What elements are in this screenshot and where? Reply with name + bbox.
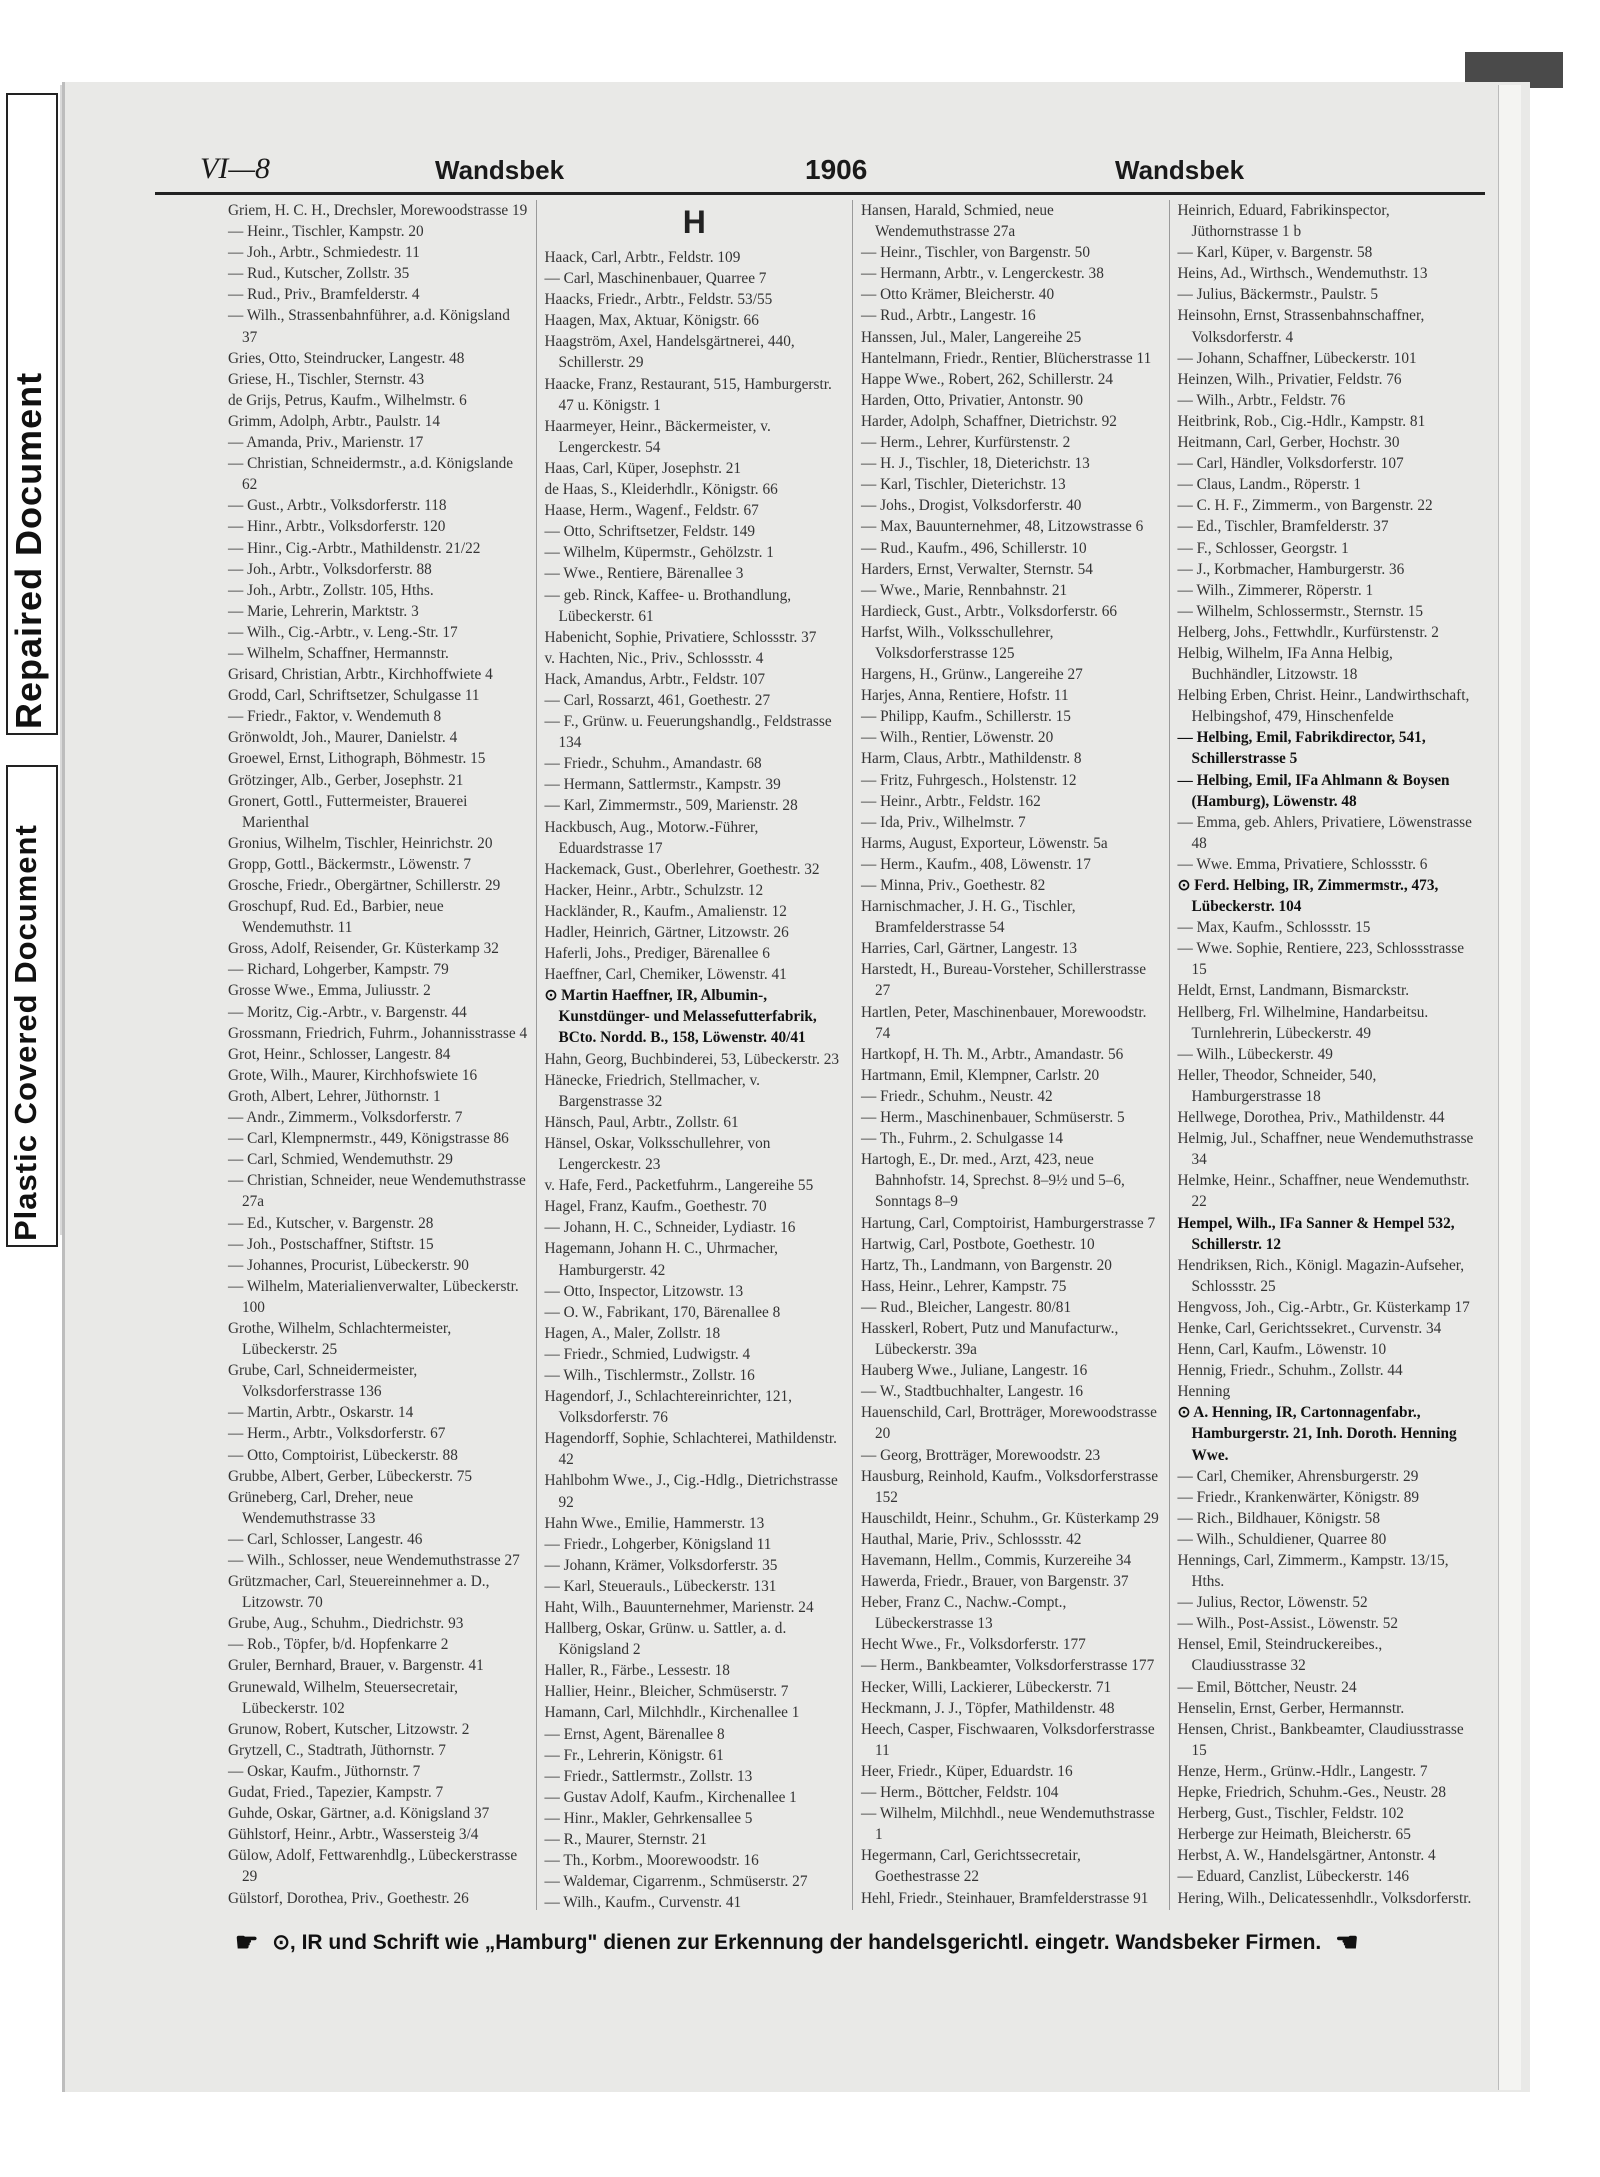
directory-entry: — F., Schlosser, Georgstr. 1 [1177,539,1349,557]
directory-entry: Havemann, Hellm., Commis, Kurzereihe 34 [861,1552,1132,1569]
directory-entry: Haacke, Franz, Restaurant, 515, Hamburgerstr. 47 u. Königstr. 1 [544,375,832,414]
directory-entry: — Rich., Bildhauer, Königstr. 58 [1177,1509,1380,1527]
directory-entry: Hagen, A., Maler, Zollstr. 18 [544,1324,721,1342]
directory-entry: Hensen, Christ., Bankbeamter, Claudiusstrasse 15 [1177,1720,1464,1759]
directory-entry: Hass, Heinr., Lehrer, Kampstr. 75 [861,1277,1067,1295]
directory-entry: Griese, H., Tischler, Sternstr. 43 [228,370,425,388]
directory-entry: — Christian, Schneidermstr., a.d. Königslande 62 [228,455,514,494]
directory-entry: — Wwe. Emma, Privatiere, Schlossstr. 6 [1177,855,1428,873]
directory-entry: Helbig, Wilhelm, IFa Anna Helbig, Buchhändler, Litzowstr. 18 [1177,644,1393,684]
directory-entry: Herbst, A. W., Handelsgärtner, Antonstr. 4 [1177,1847,1436,1865]
directory-entry: Groewel, Ernst, Lithograph, Böhmestr. 15 [228,750,486,768]
directory-columns [220,200,1485,1910]
directory-entry: Helbing Erben, Christ. Heinr., Landwirthschaft, Helbingshof, 479, Hinschenfelde [1177,687,1470,726]
column-1 [220,200,537,1910]
directory-entry: v. Hafe, Ferd., Packetfuhrm., Langereihe 55 [544,1177,814,1195]
directory-entry: — Wilhelm, Schlossermstr., Sternstr. 15 [1177,602,1424,620]
directory-entry: Hacker, Heinr., Arbtr., Schulzstr. 12 [544,881,764,899]
directory-entry: v. Hachten, Nic., Priv., Schlossstr. 4 [544,649,764,667]
column-2-entries [545,247,845,1910]
directory-entry: Hadler, Heinrich, Gärtner, Litzowstr. 26 [544,924,789,941]
directory-entry: — Helbing, Emil, IFa Ahlmann & Boysen (Hamburg), Löwenstr. 48 [1177,771,1450,810]
directory-entry: Hänsel, Oskar, Volksschullehrer, von Lengerckestr. 23 [544,1134,771,1174]
directory-entry: — Heinr., Tischler, Kampstr. 20 [228,223,424,241]
header-year: 1906 [805,154,868,185]
directory-entry: Hering, Wilh., Delicatessenhdlr., Volksdorferstr. [1177,1889,1472,1907]
directory-entry: Hahlbohm Wwe., J., Cig.-Hdlg., Dietrichstrasse 92 [544,1472,838,1511]
directory-entry: Hauschildt, Heinr., Schuhm., Gr. Küsterkamp 29 [861,1509,1159,1527]
directory-entry: — Otto Krämer, Bleicherstr. 40 [861,286,1055,304]
directory-entry: Hahn, Georg, Buchbinderei, 53, Lübeckerstr. 23 [544,1050,840,1068]
directory-entry: Hellberg, Frl. Wilhelmine, Handarbeitsu. Turnlehrerin, Lübeckerstr. 49 [1177,1003,1429,1042]
directory-entry: — Georg, Brotträger, Morewoodstr. 23 [861,1446,1101,1464]
directory-entry: — Herm., Böttcher, Feldstr. 104 [861,1784,1059,1802]
directory-entry: Hahn Wwe., Emilie, Hammerstr. 13 [544,1514,765,1532]
directory-entry: Hallberg, Oskar, Grünw. u. Sattler, a. d. Königsland 2 [544,1620,787,1659]
directory-entry: Gropp, Gottl., Bäckermstr., Löwenstr. 7 [228,855,472,873]
directory-entry: Heitbrink, Rob., Cig.-Hdlr., Kampstr. 81 [1177,412,1426,430]
directory-entry: — Karl, Zimmermstr., 509, Marienstr. 28 [544,797,798,815]
directory-entry: — Fritz, Fuhrgesch., Holstenstr. 12 [861,771,1077,789]
directory-entry: — R., Maurer, Sternstr. 21 [544,1831,708,1849]
directory-entry: — Wilh., Arbtr., Feldstr. 76 [1177,391,1346,409]
directory-entry: — Th., Korbm., Moorewoodstr. 16 [544,1852,759,1870]
directory-entry: — Friedr., Schmied, Ludwigstr. 4 [544,1345,751,1363]
directory-entry: Hartung, Carl, Comptoirist, Hamburgerstrasse 7 [861,1214,1156,1232]
directory-entry: Hamann, Carl, Milchhdlr., Kirchenallee 1 [544,1704,800,1722]
directory-entry: Herberg, Gust., Tischler, Feldstr. 102 [1177,1805,1404,1823]
directory-entry: — Otto, Schriftsetzer, Feldstr. 149 [544,523,756,541]
directory-entry: Hanssen, Jul., Maler, Langereihe 25 [861,328,1082,346]
directory-entry: Hecker, Willi, Lackierer, Lübeckerstr. 71 [861,1678,1112,1696]
directory-entry: — Johann, H. C., Schneider, Lydiastr. 16 [544,1219,796,1237]
directory-entry: Hauthal, Marie, Priv., Schlossstr. 42 [861,1530,1082,1548]
directory-entry: — Minna, Priv., Goethestr. 82 [861,877,1046,894]
directory-entry: — Friedr., Lohgerber, Königsland 11 [544,1535,772,1553]
directory-entry: Hepke, Friedrich, Schuhm.-Ges., Neustr. 28 [1177,1784,1446,1802]
directory-entry: — Joh., Arbtr., Zollstr. 105, Hths. [228,581,434,599]
directory-entry: Hartmann, Emil, Klempner, Carlstr. 20 [861,1066,1100,1084]
directory-entry: Grosse Wwe., Emma, Juliusstr. 2 [228,982,431,1000]
directory-entry: Gülow, Adolf, Fettwarenhdlg., Lübeckerstrasse 29 [228,1847,518,1886]
directory-entry: Hauberg Wwe., Juliane, Langestr. 16 [861,1362,1088,1380]
archive-strip [0,85,62,1241]
directory-entry: — Wilh., Post-Assist., Löwenstr. 52 [1177,1615,1398,1633]
directory-entry: Haacks, Friedr., Arbtr., Feldstr. 53/55 [544,291,773,309]
directory-entry: — Herm., Kaufm., 408, Löwenstr. 17 [861,855,1091,873]
pointing-hand-left-icon: ☚ [1335,1926,1359,1957]
directory-entry: — Moritz, Cig.-Arbtr., v. Bargenstr. 44 [228,1003,467,1021]
directory-entry: — Emma, geb. Ahlers, Privatiere, Löwenstrasse 48 [1177,813,1472,852]
directory-entry: — Wilh., Rentier, Löwenstr. 20 [861,729,1054,747]
directory-entry: Groschupf, Rud. Ed., Barbier, neue Wendemuthstr. 11 [228,898,444,937]
directory-entry: Hackbusch, Aug., Motorw.-Führer, Eduardstrasse 17 [544,818,759,857]
directory-entry: Harms, August, Exporteur, Löwenstr. 5a [861,834,1108,852]
directory-entry: Hackemack, Gust., Oberlehrer, Goethestr. 32 [544,860,820,878]
directory-entry: Henn, Carl, Kaufm., Löwenstr. 10 [1177,1341,1387,1359]
column-4 [1170,200,1486,1910]
directory-entry: — Heinr., Arbtr., Feldstr. 162 [861,792,1041,810]
page-header [155,152,1485,195]
directory-entry: Hansen, Harald, Schmied, neue Wendemuthstrasse 27a [861,202,1054,241]
directory-entry: — Karl, Küper, v. Bargenstr. 58 [1177,244,1373,262]
directory-entry: Grube, Carl, Schneidermeister, Volksdorferstrasse 136 [228,1362,418,1401]
directory-entry: Henke, Carl, Gerichtssekret., Curvenstr. 34 [1177,1319,1442,1337]
directory-entry: Grunow, Robert, Kutscher, Litzowstr. 2 [228,1720,470,1738]
directory-entry: — Julius, Bäckermstr., Paulstr. 5 [1177,286,1379,304]
directory-entry: Hennig, Friedr., Schuhm., Zollstr. 44 [1177,1362,1403,1380]
directory-entry: Hargens, H., Grünw., Langereihe 27 [861,666,1083,684]
directory-entry: — Martin, Arbtr., Oskarstr. 14 [228,1404,414,1422]
column-1-entries [228,200,528,1910]
directory-entry: Grubbe, Albert, Gerber, Lübeckerstr. 75 [228,1467,473,1485]
directory-entry: Hackländer, R., Kaufm., Amalienstr. 12 [544,902,787,920]
directory-entry: Hallier, Heinr., Bleicher, Schmüserstr. 7 [544,1683,789,1701]
repaired-document-label: Repaired Document [6,93,58,735]
directory-entry: — Ida, Priv., Wilhelmstr. 7 [861,813,1026,831]
directory-entry: Helmig, Jul., Schaffner, neue Wendemuthstrasse 34 [1177,1130,1474,1169]
directory-entry: — Johann, Schaffner, Lübeckerstr. 101 [1177,349,1417,367]
header-right-title: Wandsbek [1115,155,1245,185]
directory-entry: — Friedr., Krankenwärter, Königstr. 89 [1177,1488,1420,1506]
directory-entry: — W., Stadtbuchhalter, Langestr. 16 [861,1383,1084,1401]
directory-entry: Haferli, Johs., Prediger, Bärenallee 6 [544,945,770,963]
directory-entry: Hensel, Emil, Steindruckereibes., Claudiusstrasse 32 [1177,1636,1383,1675]
directory-entry: ⊙ Ferd. Helbing, IR, Zimmermstr., 473, Lübeckerstr. 104 [1177,877,1439,916]
directory-entry: Hagemann, Johann H. C., Uhrmacher, Hamburgerstr. 42 [544,1240,778,1279]
directory-entry: — F., Grünw. u. Feuerungshandlg., Feldstrasse 134 [544,713,832,752]
directory-entry: Harder, Adolph, Schaffner, Dietrichstr. 92 [861,412,1117,430]
directory-entry: — H. J., Tischler, 18, Dieterichstr. 13 [861,455,1090,473]
directory-entry: — Rud., Kutscher, Zollstr. 35 [228,265,410,283]
directory-entry: — Rud., Bleicher, Langestr. 80/81 [861,1298,1072,1316]
directory-entry: Heldt, Ernst, Landmann, Bismarckstr. [1177,982,1410,1000]
page-edge [1498,85,1521,2090]
directory-entry: Hawerda, Friedr., Brauer, von Bargenstr. 37 [861,1573,1129,1591]
directory-entry: — Julius, Rector, Löwenstr. 52 [1177,1594,1368,1612]
directory-entry: — Eduard, Canzlist, Lübeckerstr. 146 [1177,1868,1410,1886]
directory-entry: — Johs., Drogist, Volksdorferstr. 40 [861,497,1082,515]
directory-entry: — Wilhelm, Milchhdl., neue Wendemuthstrasse 1 [861,1805,1155,1844]
directory-entry: — Friedr., Schuhm., Amandastr. 68 [544,755,762,773]
directory-entry: — Joh., Arbtr., Volksdorferstr. 88 [228,560,432,578]
directory-entry: Heins, Ad., Wirthsch., Wendemuthstr. 13 [1177,265,1428,283]
directory-entry: Heer, Friedr., Küper, Eduardstr. 16 [861,1762,1073,1780]
directory-entry: Grüneberg, Carl, Dreher, neue Wendemuthstrasse 33 [228,1488,414,1527]
directory-entry: — Wilh., Strassenbahnführer, a.d. Königsland 37 [228,307,510,346]
directory-entry: — Otto, Comptoirist, Lübeckerstr. 88 [228,1446,458,1464]
column-4-entries [1178,200,1478,1910]
directory-entry: Gross, Adolf, Reisender, Gr. Küsterkamp 32 [228,940,499,958]
directory-entry: — Herm., Arbtr., Volksdorferstr. 67 [228,1425,446,1443]
directory-entry: Heinsohn, Ernst, Strassenbahnschaffner, Volksdorferstr. 4 [1177,307,1425,346]
footer-note: ⊙, IR und Schrift wie „Hamburg" dienen zur Erkennung der handelsgerichtl. eingetr. Wandsbeker Firmen. [272,1930,1322,1954]
directory-entry: Grisard, Christian, Arbtr., Kirchhoffwiete 4 [228,666,493,684]
directory-entry: — Wilhelm, Materialienverwalter, Lübeckerstr. 100 [228,1277,519,1316]
directory-entry: — Hermann, Sattlermstr., Kampstr. 39 [544,776,781,794]
directory-entry: — Andr., Zimmerm., Volksdorferstr. 7 [228,1109,463,1127]
directory-entry: Harden, Otto, Privatier, Antonstr. 90 [861,391,1084,409]
directory-entry: Grodd, Carl, Schriftsetzer, Schulgasse 11 [228,687,480,705]
directory-entry: de Grijs, Petrus, Kaufm., Wilhelmstr. 6 [228,391,467,409]
directory-entry: — Hinr., Arbtr., Volksdorferstr. 120 [228,518,446,536]
directory-entry: Hegermann, Carl, Gerichtssecretair, Goethestrasse 22 [861,1847,1081,1886]
directory-entry: — Heinr., Tischler, von Bargenstr. 50 [861,244,1090,262]
directory-entry: Harjes, Anna, Rentiere, Hofstr. 11 [861,687,1069,705]
directory-entry: — Hinr., Cig.-Arbtr., Mathildenstr. 21/22 [228,539,481,557]
directory-entry: — Friedr., Schuhm., Neustr. 42 [861,1087,1053,1105]
directory-entry: — Karl, Steuerauls., Lübeckerstr. 131 [544,1577,777,1595]
directory-entry: ⊙ Martin Haeffner, IR, Albumin-, Kunstdünger- und Melassefutterfabrik, BCto. Nordd. B., 158, Löwenstr. 40/41 [544,987,817,1047]
directory-entry: — Ed., Tischler, Bramfelderstr. 37 [1177,518,1389,536]
section-letter-heading: H [682,204,706,240]
directory-entry: Hänsch, Paul, Arbtr., Zollstr. 61 [544,1113,739,1131]
directory-entry: Hempel, Wilh., IFa Sanner & Hempel 532, Schillerstr. 12 [1177,1214,1455,1253]
directory-entry: Heinzen, Wilh., Privatier, Feldstr. 76 [1177,370,1402,388]
directory-entry: — Wilh., Kaufm., Curvenstr. 41 [544,1894,742,1910]
directory-entry [861,1909,1161,1910]
directory-entry: — Friedr., Sattlermstr., Zollstr. 13 [544,1767,753,1785]
directory-entry: Harfst, Wilh., Volksschullehrer, Volksdorferstrasse 125 [861,623,1054,662]
directory-entry: Haas, Carl, Küper, Josephstr. 21 [544,459,742,477]
directory-entry: Grothe, Wilhelm, Schlachtermeister, Lübeckerstr. 25 [228,1319,452,1359]
directory-entry: — Wwe., Marie, Rennbahnstr. 21 [861,581,1068,599]
directory-entry: Happe Wwe., Robert, 262, Schillerstr. 24 [861,370,1114,388]
directory-entry: — Oskar, Kaufm., Jüthornstr. 7 [228,1762,421,1780]
directory-entry: Gudat, Fried., Tapezier, Kampstr. 7 [228,1784,444,1802]
directory-entry: Hellwege, Dorothea, Priv., Mathildenstr. 44 [1177,1109,1445,1127]
directory-entry: Haack, Carl, Arbtr., Feldstr. 109 [544,249,741,266]
directory-entry: ⊙ A. Henning, IR, Cartonnagenfabr., Hamburgerstr. 21, Inh. Doroth. Henning Wwe. [1177,1404,1457,1464]
directory-entry: de Haas, S., Kleiderhdlr., Königstr. 66 [544,481,778,499]
directory-entry: — Otto, Inspector, Litzowstr. 13 [544,1282,744,1300]
directory-entry: Heinrich, Eduard, Fabrikinspector, Jüthornstrasse 1 b [1177,202,1390,241]
directory-entry: Hartlen, Peter, Maschinenbauer, Morewoodstr. 74 [861,1003,1147,1042]
directory-entry: Hartkopf, H. Th. M., Arbtr., Amandastr. 56 [861,1045,1124,1063]
directory-entry: Harm, Claus, Arbtr., Mathildenstr. 8 [861,750,1082,768]
directory-entry: Hendriksen, Rich., Königl. Magazin-Aufseher, Schlossstr. 25 [1177,1256,1465,1295]
directory-entry: Haller, R., Färbe., Lessestr. 18 [544,1662,730,1680]
directory-entry: — Friedr., Faktor, v. Wendemuth 8 [228,708,442,726]
directory-entry: — Amanda, Priv., Marienstr. 17 [228,434,424,452]
directory-entry: — Wilhelm, Küpermstr., Gehölzstr. 1 [544,544,774,562]
directory-entry: Grossmann, Friedrich, Fuhrm., Johannisstrasse 4 [228,1024,528,1042]
directory-entry: Henze, Herm., Grünw.-Hdlr., Langestr. 7 [1177,1762,1428,1780]
directory-entry: — Wwe., Rentiere, Bärenallee 3 [544,565,744,583]
directory-entry: Hartwig, Carl, Postbote, Goethestr. 10 [861,1235,1095,1253]
directory-entry: — Max, Kaufm., Schlossstr. 15 [1177,919,1371,937]
directory-entry: Habenicht, Sophie, Privatiere, Schlossstr. 37 [544,628,817,646]
directory-entry: Haarmeyer, Heinr., Bäckermeister, v. Lengerckestr. 54 [544,417,771,456]
directory-entry: Hagel, Franz, Kaufm., Goethestr. 70 [544,1198,767,1216]
directory-entry: Guhde, Oskar, Gärtner, a.d. Königsland 37 [228,1805,490,1823]
directory-entry: Hänecke, Friedrich, Stellmacher, v. Bargenstrasse 32 [544,1071,760,1110]
directory-entry: — Herm., Lehrer, Kurfürstenstr. 2 [861,434,1071,452]
directory-entry: Haase, Herm., Wagenf., Feldstr. 67 [544,502,759,520]
directory-entry: Harries, Carl, Gärtner, Langestr. 13 [861,940,1078,958]
directory-entry: Heckmann, J. J., Töpfer, Mathildenstr. 48 [861,1699,1115,1717]
directory-entry: Griem, H. C. H., Drechsler, Morewoodstrasse 19 [228,202,528,219]
column-2 [537,200,854,1910]
directory-entry: Hecht Wwe., Fr., Volksdorferstr. 177 [861,1636,1086,1654]
directory-entry: — Philipp, Kaufm., Schillerstr. 15 [861,708,1071,726]
directory-entry: Hantelmann, Friedr., Rentier, Blücherstrasse 11 [861,349,1152,367]
directory-entry: Grosche, Friedr., Obergärtner, Schillerstr. 29 [228,877,501,894]
directory-entry: — Gust., Arbtr., Volksdorferstr. 118 [228,497,447,515]
directory-entry: Grot, Heinr., Schlosser, Langestr. 84 [228,1045,451,1063]
directory-entry: Grönwoldt, Joh., Maurer, Danielstr. 4 [228,729,458,747]
directory-entry: — Wilh., Schlosser, neue Wendemuthstrasse 27 [228,1552,520,1569]
directory-entry: — Ed., Kutscher, v. Bargenstr. 28 [228,1214,434,1232]
directory-entry: Gronius, Wilhelm, Tischler, Heinrichstr. 20 [228,834,493,852]
directory-entry: Grote, Wilh., Maurer, Kirchhofswiete 16 [228,1066,478,1084]
directory-page [62,82,1530,2092]
directory-entry: Grube, Aug., Schuhm., Diedrichstr. 93 [228,1615,464,1633]
directory-entry: Haeffner, Carl, Chemiker, Löwenstr. 41 [544,966,787,984]
directory-entry: Hardieck, Gust., Arbtr., Volksdorferstr. 66 [861,602,1118,620]
directory-entry: — Wilh., Schuldiener, Quarree 80 [1177,1530,1387,1548]
directory-entry: — Helbing, Emil, Fabrikdirector, 541, Schillerstrasse 5 [1177,729,1426,768]
directory-entry: — Gustav Adolf, Kaufm., Kirchenallee 1 [544,1788,797,1806]
directory-entry: Helberg, Johs., Fettwhdlr., Kurfürstenstr. 2 [1177,623,1439,641]
directory-entry: Hack, Amandus, Arbtr., Feldstr. 107 [544,670,766,688]
directory-entry: Henning [1177,1383,1231,1401]
directory-entry: — Emil, Böttcher, Neustr. 24 [1177,1678,1357,1696]
directory-entry: Grötzinger, Alb., Gerber, Josephstr. 21 [228,771,464,789]
directory-entry: Gronert, Gottl., Futtermeister, Brauerei Marienthal [228,792,468,831]
directory-entry: — Rud., Arbtr., Langestr. 16 [861,307,1036,325]
header-left-title: Wandsbek [435,155,565,185]
directory-entry: Herberge zur Heimath, Bleicherstr. 65 [1177,1826,1411,1844]
directory-entry: — Richard, Lohgerber, Kampstr. 79 [228,961,449,979]
directory-entry: Hausburg, Reinhold, Kaufm., Volksdorferstrasse 152 [861,1467,1158,1506]
directory-entry: Heber, Franz C., Nachw.-Compt., Lübeckerstrasse 13 [861,1594,1067,1633]
directory-entry: Hehl, Friedr., Steinhauer, Bramfelderstrasse 91 [861,1889,1149,1907]
directory-entry: — Carl, Rossarzt, 461, Goethestr. 27 [544,691,771,709]
pointing-hand-icon: ☛ [235,1926,259,1957]
column-3-entries [861,200,1161,1910]
directory-entry: Haagen, Max, Aktuar, Königstr. 66 [544,312,759,330]
directory-entry: — Wilh., Tischlermstr., Zollstr. 16 [544,1366,755,1384]
directory-entry: Grunewald, Wilhelm, Steuersecretair, Lübeckerstr. 102 [228,1678,458,1717]
directory-entry [228,1909,528,1910]
directory-entry: — geb. Rinck, Kaffee- u. Brothandlung, Lübeckerstr. 61 [544,586,792,625]
directory-entry: Heech, Casper, Fischwaaren, Volksdorferstrasse 11 [861,1720,1155,1759]
directory-entry: — J., Korbmacher, Hamburgerstr. 36 [1177,560,1405,578]
directory-entry: — C. H. F., Zimmerm., von Bargenstr. 22 [1177,497,1433,515]
directory-entry: Gries, Otto, Steindrucker, Langestr. 48 [228,349,465,367]
directory-entry: — Carl, Schmied, Wendemuthstr. 29 [228,1151,453,1169]
directory-entry: — Th., Fuhrm., 2. Schulgasse 14 [861,1130,1063,1148]
directory-entry: Hengvoss, Joh., Cig.-Arbtr., Gr. Küsterkamp 17 [1177,1298,1470,1316]
directory-entry: — Hermann, Arbtr., v. Lengerckestr. 38 [861,265,1104,283]
directory-entry: Hartz, Th., Landmann, von Bargenstr. 20 [861,1256,1112,1274]
directory-entry: Grytzell, C., Stadtrath, Jüthornstr. 7 [228,1741,446,1759]
directory-entry: — Herm., Maschinenbauer, Schmüserstr. 5 [861,1109,1125,1127]
directory-entry: — Rud., Kaufm., 496, Schillerstr. 10 [861,539,1087,557]
directory-entry: — Ernst, Agent, Bärenallee 8 [544,1725,725,1743]
directory-entry: Henselin, Ernst, Gerber, Hermannstr. [1177,1699,1405,1717]
directory-entry: Heitmann, Carl, Gerber, Hochstr. 30 [1177,434,1400,452]
directory-entry: — Rob., Töpfer, b/d. Hopfenkarre 2 [228,1636,449,1654]
directory-entry: Harnischmacher, J. H. G., Tischler, Bramfelderstrasse 54 [861,898,1076,937]
directory-entry: — Marie, Lehrerin, Marktstr. 3 [228,602,419,620]
directory-entry: Gühlstorf, Heinr., Arbtr., Wassersteig 3/4 [228,1826,479,1844]
directory-entry: — Max, Bauunternehmer, 48, Litzowstrasse 6 [861,518,1144,536]
directory-entry: Haagström, Axel, Handelsgärtnerei, 440, Schillerstr. 29 [544,333,795,372]
directory-entry: — Joh., Arbtr., Schmiedestr. 11 [228,244,420,262]
directory-entry: Hagendorff, Sophie, Schlachterei, Mathildenstr. 42 [544,1430,837,1469]
directory-entry: Grützmacher, Carl, Steuereinnehmer a. D., Litzowstr. 70 [228,1573,490,1612]
directory-entry: Grimm, Adolph, Arbtr., Paulstr. 14 [228,412,441,430]
directory-entry: — Wilh., Zimmerer, Röperstr. 1 [1177,581,1374,599]
directory-entry: — O. W., Fabrikant, 170, Bärenallee 8 [544,1303,781,1321]
directory-entry: — Christian, Schneider, neue Wendemuthstrasse 27a [228,1172,526,1211]
directory-entry: — Wwe. Sophie, Rentiere, 223, Schlossstrasse 15 [1177,940,1464,979]
directory-entry: Gülstorf, Dorothea, Priv., Goethestr. 26 [228,1889,469,1907]
directory-entry: — Johann, Krämer, Volksdorferstr. 35 [544,1556,778,1574]
directory-entry: Hauenschild, Carl, Brotträger, Morewoodstrasse 20 [861,1404,1157,1443]
directory-entry: — Rud., Priv., Bramfelderstr. 4 [228,286,420,304]
directory-entry: Hennings, Carl, Zimmerm., Kampstr. 13/15, Hths. [1177,1552,1449,1591]
plastic-covered-label: Plastic Covered Document [6,765,58,1247]
directory-entry: Heller, Theodor, Schneider, 540, Hamburgerstrasse 18 [1177,1066,1377,1105]
directory-entry: — Carl, Schlosser, Langestr. 46 [228,1530,423,1548]
directory-entry: — Waldemar, Cigarrenm., Schmüserstr. 27 [544,1873,808,1891]
directory-entry: Harders, Ernst, Verwalter, Sternstr. 54 [861,560,1093,578]
directory-entry: — Johannes, Procurist, Lübeckerstr. 90 [228,1256,469,1274]
directory-entry: — Claus, Landm., Röperstr. 1 [1177,476,1362,494]
directory-entry: — Herm., Bankbeamter, Volksdorferstrasse 177 [861,1657,1155,1675]
directory-entry: Harstedt, H., Bureau-Vorsteher, Schillerstrasse 27 [861,961,1146,1000]
directory-entry: — Carl, Klempnermstr., 449, Königstrasse 86 [228,1130,509,1148]
directory-entry: — Joh., Postschaffner, Stiftstr. 15 [228,1235,434,1253]
directory-entry: Haht, Wilh., Bauunternehmer, Marienstr. 24 [544,1599,814,1616]
directory-entry: — Carl, Händler, Volksdorferstr. 107 [1177,455,1404,473]
directory-entry: Hasskerl, Robert, Putz und Manufacturw., Lübeckerstr. 39a [861,1319,1119,1359]
directory-entry: — Fr., Lehrerin, Königstr. 61 [544,1746,724,1764]
directory-entry: Gruler, Bernhard, Brauer, v. Bargenstr. 41 [228,1657,484,1675]
directory-entry: — Carl, Chemiker, Ahrensburgerstr. 29 [1177,1467,1419,1485]
directory-entry: — Wilhelm, Schaffner, Hermannstr. [228,644,449,662]
directory-entry: Hartogh, E., Dr. med., Arzt, 423, neue Bahnhofstr. 14, Sprechst. 8–9½ und 5–6, Sonntags 8–9 [861,1151,1125,1211]
directory-entry: Hagendorf, J., Schlachtereinrichter, 121, Volksdorferstr. 76 [544,1388,792,1427]
page-footer [235,1924,1515,1960]
directory-entry: — Carl, Maschinenbauer, Quarree 7 [544,270,767,288]
directory-entry: Helmke, Heinr., Schaffner, neue Wendemuthstr. 22 [1177,1172,1470,1211]
directory-entry: — Hinr., Makler, Gehrkensallee 5 [544,1809,753,1827]
directory-entry: — Karl, Tischler, Dieterichstr. 13 [861,476,1066,494]
column-3 [853,200,1170,1910]
directory-entry: — Wilh., Cig.-Arbtr., v. Leng.-Str. 17 [228,623,458,641]
directory-entry: Groth, Albert, Lehrer, Jüthornstr. 1 [228,1087,441,1105]
page-number: VI—8 [200,152,270,185]
directory-entry: — Wilh., Lübeckerstr. 49 [1177,1045,1333,1063]
